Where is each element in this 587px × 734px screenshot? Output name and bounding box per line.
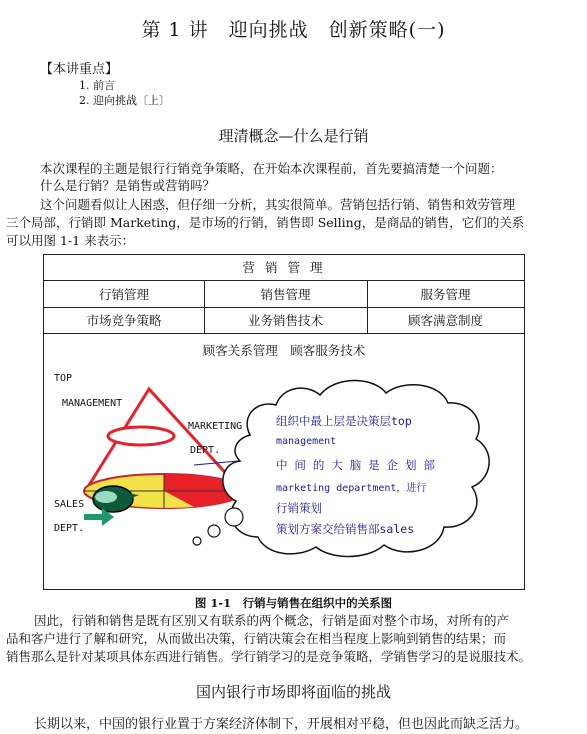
cell-satisfaction-system: 顾客满意制度: [407, 313, 483, 328]
paragraph-line: 销售那么是针对某项具体东西进行销售。学行销学习的是竞争策略，学销售学习的是说服技术。: [6, 649, 532, 664]
cloud-bubble: [208, 525, 220, 537]
cell-sales-technique: 业务销售技术: [247, 313, 323, 328]
paragraph-line: 品和客户进行了解和研究，从而做出决策，行销决策会在相当程度上影响到销售的结果；而: [6, 631, 507, 646]
page-title: 第 1 讲 迎向挑战 创新策略(一): [141, 19, 446, 41]
label-top: TOP: [54, 373, 73, 384]
outline-item-1: 1. 前言: [79, 79, 115, 92]
paragraph-line: 这个问题看似让人困惑，但仔细一分析，其实很简单。营销包括行销、销售和效劳管理: [40, 197, 516, 212]
diagram-header: 营 销 管 理: [242, 260, 326, 275]
cell-competition-strategy: 市场竞争策略: [86, 313, 162, 328]
paragraph-line: 因此，行销和销售是既有区别又有联系的两个概念，行销是面对整个市场，对所有的产: [34, 613, 510, 628]
section-heading-concept: 理清概念—什么是行销: [218, 127, 369, 145]
paragraph-line: 三个局部，行销即 Marketing，是市场的行销，销售即 Selling，是商品的销售，它们的关系: [6, 215, 525, 230]
section-heading-challenges: 国内银行市场即将面临的挑战: [195, 683, 391, 701]
figure-caption: 图 1-1 行销与销售在组织中的关系图: [194, 596, 393, 610]
cloud-text-line: 组织中最上层是决策层top: [276, 414, 412, 428]
label-marketing: MARKETING: [188, 421, 243, 432]
cell-marketing-mgmt: 行销管理: [98, 287, 149, 302]
label-dept: DEPT.: [54, 523, 85, 534]
label-management: MANAGEMENT: [62, 398, 123, 409]
cloud-bubble: [225, 508, 243, 526]
paragraph-line: 本次课程的主题是银行行销竞争策略，在开始本次课程前，首先要搞清楚一个问题：: [40, 161, 503, 176]
cloud-text-line: 中 间 的 大 脑 是 企 划 部: [276, 458, 435, 472]
marketing-management-diagram: [43, 254, 525, 590]
cloud-text-line: marketing department，进行: [276, 483, 427, 494]
paragraph-line: 长期以来，中国的银行业置于方案经济体制下，开展相对平稳，但也因此而缺乏活力。: [34, 717, 529, 732]
cloud-text-line: management: [276, 436, 337, 447]
cell-service-mgmt: 服务管理: [420, 287, 471, 302]
diagram-row-customer: 顾客关系管理 顾客服务技术: [202, 343, 366, 358]
focus-heading: 【本讲重点】: [40, 62, 119, 77]
cloud-bubble: [193, 537, 201, 545]
cloud-text-line: 策划方案交给销售部sales: [276, 522, 415, 536]
cell-sales-mgmt: 销售管理: [260, 287, 311, 302]
label-sales: SALES: [54, 499, 85, 510]
paragraph-line: 什么是行销？是销售或营销吗？: [40, 178, 216, 193]
label-dept: DEPT.: [190, 445, 221, 456]
paragraph-line: 可以用图 1-1 来表示：: [6, 233, 135, 248]
outline-item-2: 2. 迎向挑战〔上〕: [79, 94, 170, 107]
cloud-text-line: 行销策划: [276, 501, 322, 515]
